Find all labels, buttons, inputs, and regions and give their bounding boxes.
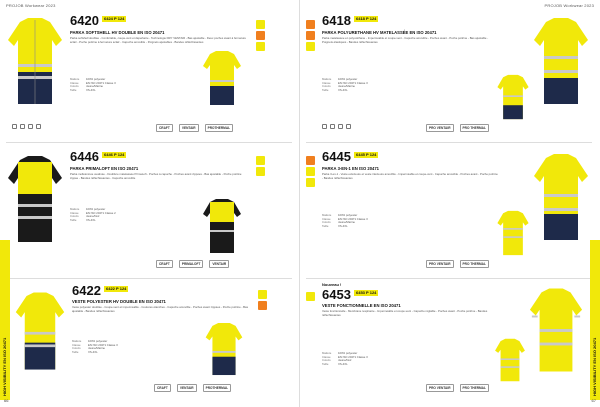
product-description: Veste polyester doublée - Coupe-vent et imperméable - Coutures étanches - Capuche amovible - Poches avant zippées - Poche poitrine - Bas ajustable - Bandes réfléchissantes <box>72 306 248 313</box>
bleach-icon <box>20 124 25 129</box>
right-page <box>300 0 600 407</box>
spec-key: Matière <box>322 213 332 217</box>
jacket-liner-image <box>496 210 530 256</box>
spec-value: 100% polyester <box>86 207 106 211</box>
spec-key: Classe <box>322 354 331 359</box>
swatch-yellow[interactable] <box>306 42 315 51</box>
product-specs <box>70 78 190 92</box>
divider <box>306 278 592 279</box>
product-specs <box>322 214 442 228</box>
spec-key: Coloris <box>70 214 79 219</box>
care-symbols <box>12 124 41 129</box>
product-description: Veste fonctionnelle - Membrane respirante - Imperméable et coupe-vent - Capuche réglable - Poches avant - Poche poitrine - Bandes réfléchissantes <box>322 310 488 317</box>
swatch-orange[interactable] <box>258 301 267 310</box>
product-badge: 6424 P 124 <box>104 16 125 21</box>
spec-value: XS-4XL <box>338 87 348 92</box>
category-sidebar <box>0 240 10 400</box>
product-specs <box>322 78 442 92</box>
jacket-back-image <box>202 50 242 106</box>
jacket-image <box>532 152 590 242</box>
color-swatches <box>256 156 265 176</box>
divider <box>6 142 292 143</box>
page-number: 67 <box>591 398 596 403</box>
spec-key: Matière <box>322 351 332 355</box>
spec-value: EN ISO 20471 Classe 3 <box>86 80 116 85</box>
product-title: PARKA PRIMALOFT EN ISO 20471 <box>70 166 139 171</box>
spec-key: Taille <box>72 349 79 354</box>
spec-key: Classe <box>70 80 79 85</box>
swatch-orange[interactable] <box>306 31 315 40</box>
product-title: VESTE FONCTIONNELLE EN ISO 20471 <box>322 303 401 308</box>
product-number: 6445 <box>322 149 351 164</box>
tech-logos <box>426 384 489 392</box>
product-title: VESTE POLYESTER HV DOUBLE EN ISO 20471 <box>72 299 166 304</box>
product-number: 6422 <box>72 283 101 298</box>
divider <box>6 278 292 279</box>
jacket-image <box>14 288 66 374</box>
spec-value: XS-4XL <box>86 217 96 222</box>
product-specs <box>322 352 442 366</box>
jacket-image <box>528 286 584 374</box>
product-number: 6453 <box>322 287 351 302</box>
wash-icon <box>322 124 327 129</box>
prothermal-logo: PRO THERMAL <box>460 260 489 268</box>
swatch-orange[interactable] <box>256 31 265 40</box>
spec-key: Coloris <box>70 84 79 89</box>
spec-value: 100% polyester <box>86 77 106 81</box>
color-swatches <box>258 290 267 310</box>
spec-value: XS-4XL <box>88 349 98 354</box>
spec-value: EN ISO 20471 Classe 3 <box>338 354 368 359</box>
product-badge: 6453 P 124 <box>356 290 377 295</box>
jacket-image <box>532 16 590 106</box>
color-swatches <box>306 292 315 301</box>
swatch-yellow[interactable] <box>306 292 315 301</box>
product-number: 6418 <box>322 13 351 28</box>
swatch-yellow[interactable] <box>256 156 265 165</box>
color-swatches <box>306 20 315 51</box>
tech-logos <box>154 384 231 392</box>
color-swatches <box>306 156 315 187</box>
swatch-yellow[interactable] <box>256 167 265 176</box>
ventair-logo: VENTAIR <box>177 384 197 392</box>
product-badge: 6418 P 124 <box>356 16 377 21</box>
swatch-orange[interactable] <box>306 20 315 29</box>
swatch-yellow[interactable] <box>306 167 315 176</box>
page-header: PROJOB Workwear 2023 <box>544 3 594 8</box>
craft-logo: CRAFT <box>154 384 171 392</box>
spec-key: Classe <box>322 216 331 221</box>
tech-logos <box>426 260 489 268</box>
page-number: 66 <box>4 398 9 403</box>
prothermal-logo: PROTHERMAL <box>205 124 234 132</box>
product-badge: 6446 P 124 <box>104 152 125 157</box>
swatch-yellow[interactable] <box>258 290 267 299</box>
spec-value: 100% polyester <box>88 339 108 343</box>
spec-key: Coloris <box>322 84 331 89</box>
prothermal-logo: PRO THERMAL <box>460 384 489 392</box>
prothermal-logo: PROTHERMAL <box>203 384 232 392</box>
iron-icon <box>36 124 41 129</box>
care-symbols <box>322 124 351 129</box>
spec-key: Taille <box>70 217 77 222</box>
spec-key: Coloris <box>322 358 331 363</box>
spec-key: Taille <box>70 87 77 92</box>
product-number: 6446 <box>70 149 99 164</box>
ventair-logo: PRO VENTAIR <box>426 384 454 392</box>
wash-icon <box>12 124 17 129</box>
spec-value: Jaune/Marine <box>86 84 103 89</box>
spec-key: Matière <box>70 207 80 211</box>
prothermal-logo: PRO THERMAL <box>460 124 489 132</box>
product-description: Parka softshell doublée - Confortable, coupe-vent et déperlante - Technologie DRY VENTAIR - Bas ajustable - Deux poches avant à fermeture éclair - Poche poitrine à fermeture éclair - Capuche amovible - Poignets ajustables - Bandes réfléchissantes <box>70 37 246 44</box>
dry-icon <box>28 124 33 129</box>
product-title: PARKA POLYURETHANE HV MATELASSÉE EN ISO 20471 <box>322 30 437 35</box>
craft-logo: CRAFT <box>156 260 173 268</box>
ventair-logo: VENTAIR <box>209 260 229 268</box>
ventair-logo: PRO VENTAIR <box>426 124 454 132</box>
swatch-yellow[interactable] <box>256 20 265 29</box>
product-title: PARKA SOFTSHELL HV DOUBLE EN ISO 20471 <box>70 30 165 35</box>
jacket-image <box>6 16 64 106</box>
page-header: PROJOB Workwear 2023 <box>6 3 56 8</box>
spec-value: Jaune/Marine <box>338 220 355 225</box>
product-panel-6420 <box>6 10 292 140</box>
spec-value: XS-4XL <box>338 223 348 228</box>
ventair-logo: VENTAIR <box>179 124 199 132</box>
spec-value: XS-4XL <box>86 87 96 92</box>
product-panel-6445 <box>306 146 592 276</box>
dry-icon <box>338 124 343 129</box>
spec-value: Jaune/Noir <box>338 358 352 363</box>
product-panel-6418 <box>306 10 592 140</box>
spec-key: Classe <box>70 210 79 215</box>
divider <box>306 142 592 143</box>
spec-key: Taille <box>322 87 329 92</box>
swatch-yellow[interactable] <box>256 42 265 51</box>
spec-value: EN ISO 20471 Classe 3 <box>338 216 368 221</box>
spec-value: XS-4XL <box>338 361 348 366</box>
product-panel-6422 <box>14 282 292 398</box>
ventair-logo: PRO VENTAIR <box>426 260 454 268</box>
product-badge: 6422 P 124 <box>106 286 127 291</box>
product-description: Parka molletonnée ouatinée - Doublure matelassée PrimaLoft - Poches à capuche - Poches avant zippées - Bas ajustable - Poche poitrine zippée - Bandes réfléchissantes - Capuche amovible <box>70 173 242 180</box>
color-swatches <box>256 20 265 51</box>
tech-logos <box>156 260 229 268</box>
spec-key: Matière <box>322 77 332 81</box>
product-badge: 6445 P 124 <box>356 152 377 157</box>
product-panel-6453 <box>306 282 584 398</box>
category-sidebar <box>590 240 600 400</box>
jacket-back-image <box>204 322 244 376</box>
craft-logo: CRAFT <box>156 124 173 132</box>
spec-value: 100% polyester <box>338 351 358 355</box>
sidebar-label: HIGH VISIBILITY EN ISO 20471 <box>592 337 597 396</box>
spec-value: EN ISO 20471 Classe 3 <box>338 80 368 85</box>
product-specs <box>70 208 190 222</box>
new-label: Nouveau ! <box>322 282 342 287</box>
jacket-image <box>6 154 64 244</box>
spec-value: EN ISO 20471 Classe 3 <box>88 342 118 347</box>
swatch-yellow[interactable] <box>306 178 315 187</box>
spec-value: Jaune/Noir <box>86 214 100 219</box>
product-panel-6446 <box>6 146 292 276</box>
primaloft-logo: PRIMALOFT <box>179 260 204 268</box>
product-description: Parka matelassée en polyuréthane - Imperméable et coupe-vent - Capuche amovible - Poches avant - Poche poitrine - Bas ajustable - Poignets élastiqués - Bandes réfléchissantes <box>322 37 489 44</box>
spec-value: 100% polyester <box>338 77 358 81</box>
spec-value: Jaune/Marine <box>338 84 355 89</box>
spec-key: Coloris <box>72 346 81 351</box>
spec-key: Matière <box>70 77 80 81</box>
tech-logos <box>156 124 233 132</box>
bleach-icon <box>330 124 335 129</box>
product-title: PARKA 3-EN-1 EN ISO 20471 <box>322 166 380 171</box>
spec-key: Coloris <box>322 220 331 225</box>
spec-value: 100% polyester <box>338 213 358 217</box>
jacket-back-image <box>496 74 530 120</box>
spec-key: Classe <box>72 342 81 347</box>
iron-icon <box>346 124 351 129</box>
product-number: 6420 <box>70 13 99 28</box>
sidebar-label: HIGH VISIBILITY EN ISO 20471 <box>2 337 7 396</box>
spec-value: Jaune/Marine <box>88 346 105 351</box>
spec-value: EN ISO 20471 Classe 2 <box>86 210 116 215</box>
product-specs <box>72 340 192 354</box>
jacket-back-image <box>202 198 242 254</box>
spec-key: Matière <box>72 339 82 343</box>
jacket-back-image <box>494 338 526 382</box>
product-description: Parka 3-en-1 - Veste extérieure et veste intérieure amovible - Imperméable et coupe-vent - Capuche amovible - Poches avant - Poche poitrine - Bandes réfléchissantes <box>322 173 498 180</box>
spec-key: Classe <box>322 80 331 85</box>
spec-key: Taille <box>322 223 329 228</box>
spec-key: Taille <box>322 361 329 366</box>
tech-logos <box>426 124 489 132</box>
swatch-orange[interactable] <box>306 156 315 165</box>
